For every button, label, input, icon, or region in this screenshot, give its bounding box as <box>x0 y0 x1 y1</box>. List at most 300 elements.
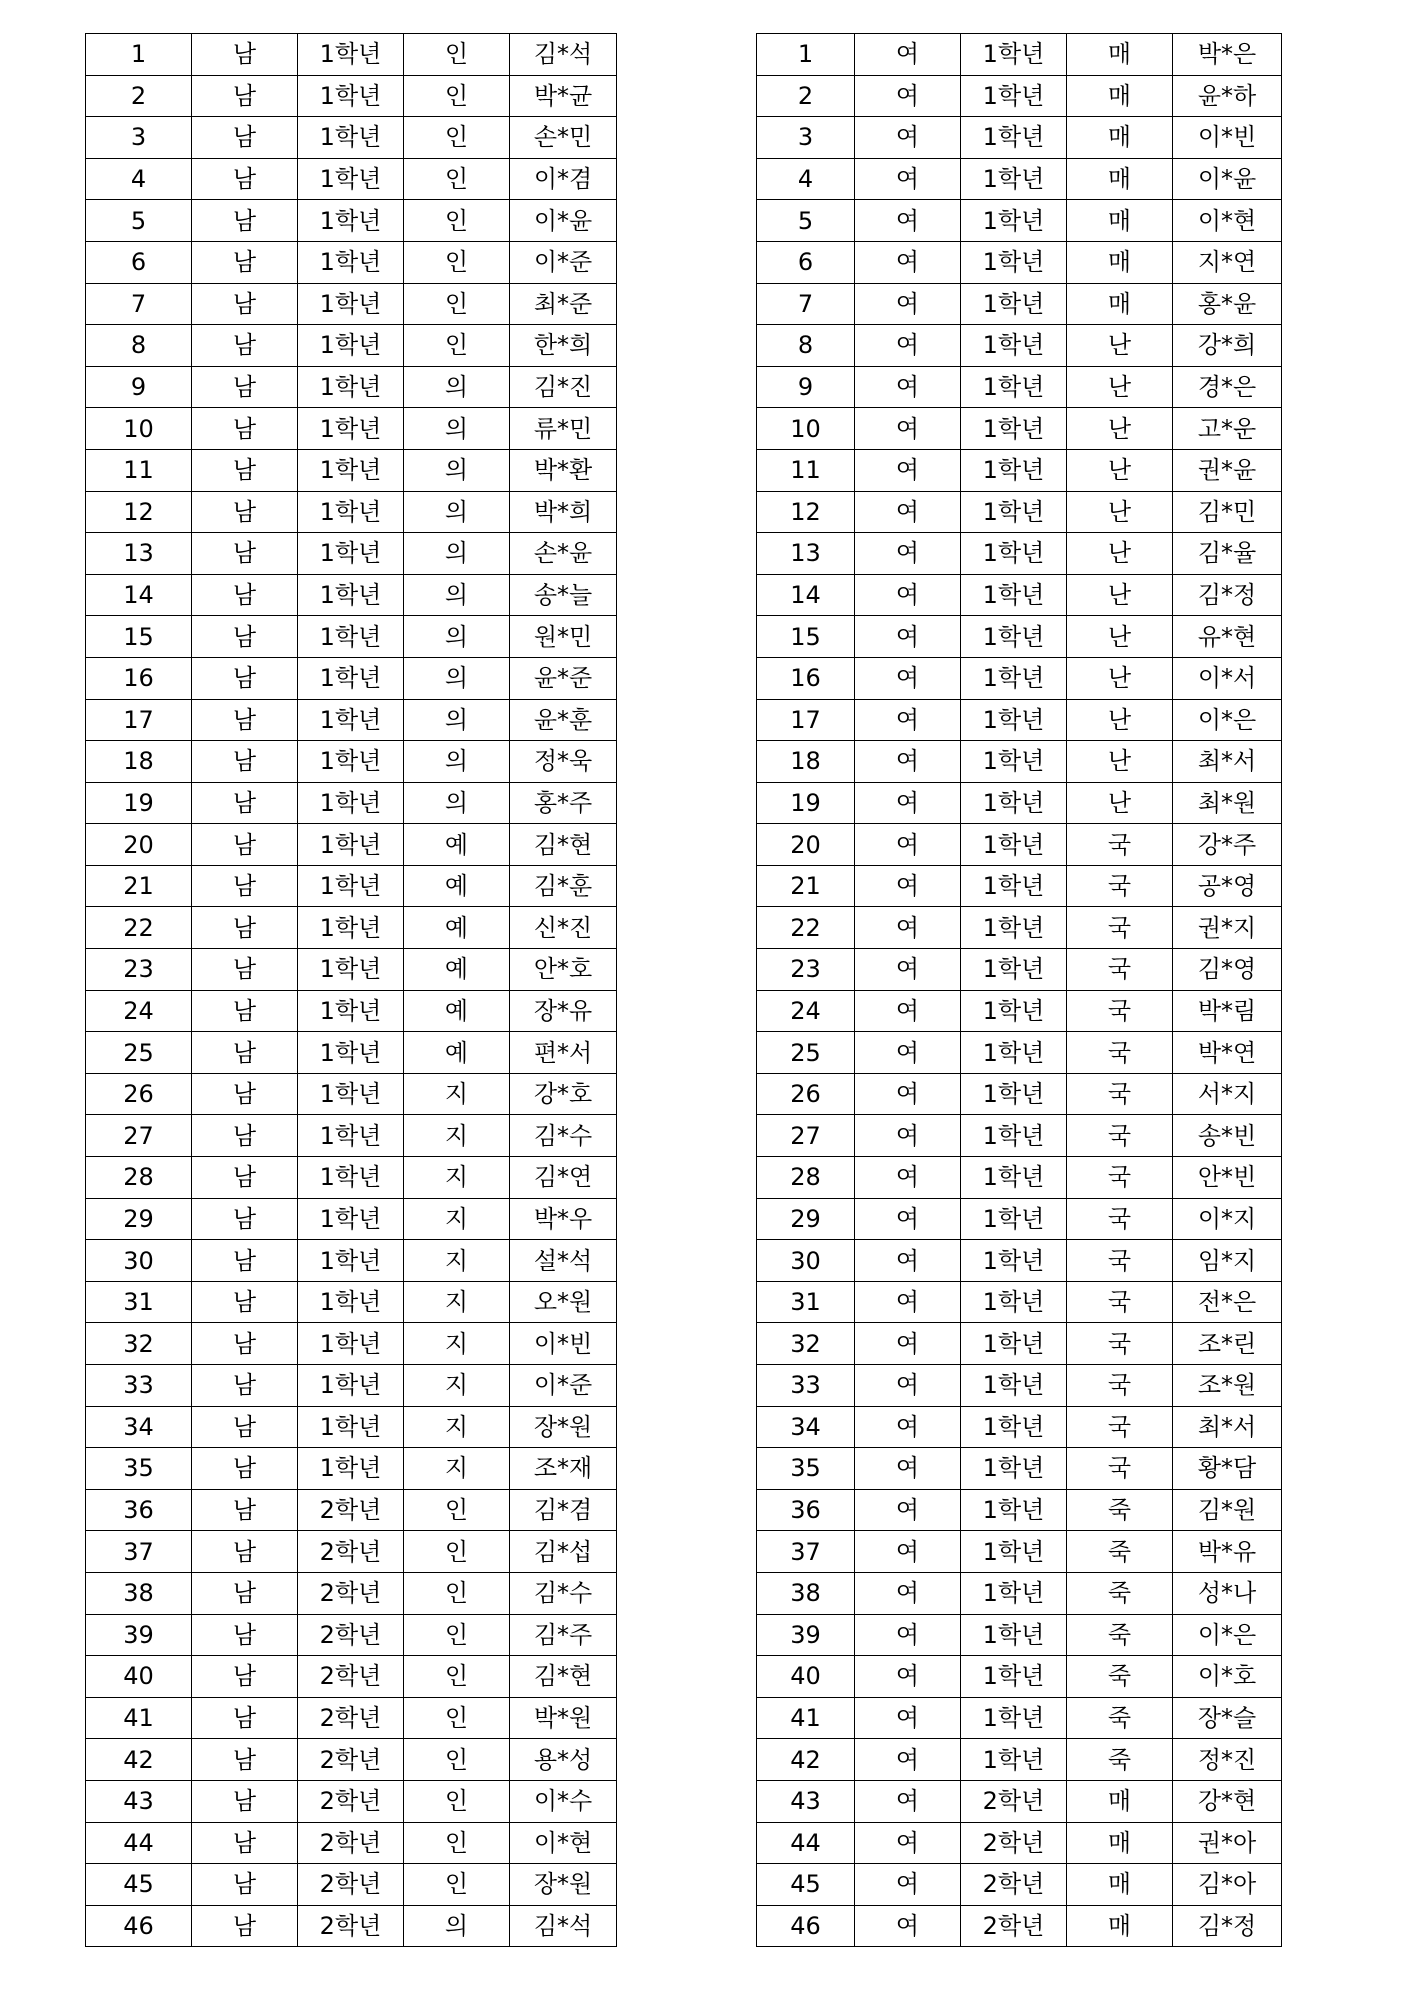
class-cell: 인 <box>404 283 510 325</box>
class-cell: 의 <box>404 491 510 533</box>
grade-cell: 1학년 <box>298 574 404 616</box>
grade-cell: 2학년 <box>298 1697 404 1739</box>
row-number-cell: 43 <box>86 1780 192 1822</box>
table-row <box>86 1032 617 1074</box>
gender-cell: 남 <box>192 1905 298 1947</box>
table-row <box>86 1157 617 1199</box>
grade-cell: 1학년 <box>298 1157 404 1199</box>
grade-cell: 1학년 <box>298 408 404 450</box>
grade-cell: 1학년 <box>298 283 404 325</box>
table-row <box>757 1572 1282 1614</box>
grade-cell: 1학년 <box>298 949 404 991</box>
grade-cell: 1학년 <box>298 699 404 741</box>
gender-cell: 남 <box>192 1323 298 1365</box>
row-number-cell: 32 <box>757 1323 855 1365</box>
name-cell: 김*진 <box>510 366 617 408</box>
row-number-cell: 20 <box>86 824 192 866</box>
class-cell: 국 <box>1067 1198 1173 1240</box>
grade-cell: 1학년 <box>961 949 1067 991</box>
gender-cell: 남 <box>192 1157 298 1199</box>
name-cell: 성*나 <box>1173 1572 1282 1614</box>
row-number-cell: 34 <box>86 1406 192 1448</box>
row-number-cell: 45 <box>86 1864 192 1906</box>
table-row <box>757 907 1282 949</box>
row-number-cell: 24 <box>86 990 192 1032</box>
name-cell: 박*환 <box>510 449 617 491</box>
table-row <box>86 1739 617 1781</box>
table-row <box>757 117 1282 159</box>
class-cell: 인 <box>404 34 510 76</box>
table-row <box>757 1281 1282 1323</box>
name-cell: 조*원 <box>1173 1365 1282 1407</box>
class-cell: 국 <box>1067 1115 1173 1157</box>
row-number-cell: 26 <box>86 1073 192 1115</box>
name-cell: 설*석 <box>510 1240 617 1282</box>
name-cell: 안*호 <box>510 949 617 991</box>
grade-cell: 1학년 <box>961 1157 1067 1199</box>
gender-cell: 남 <box>192 574 298 616</box>
gender-cell: 남 <box>192 1115 298 1157</box>
student-table-right <box>756 33 1282 1947</box>
name-cell: 김*현 <box>510 824 617 866</box>
class-cell: 난 <box>1067 574 1173 616</box>
row-number-cell: 22 <box>86 907 192 949</box>
row-number-cell: 39 <box>86 1614 192 1656</box>
class-cell: 국 <box>1067 1032 1173 1074</box>
table-row <box>86 907 617 949</box>
class-cell: 매 <box>1067 34 1173 76</box>
name-cell: 박*유 <box>1173 1531 1282 1573</box>
gender-cell: 남 <box>192 741 298 783</box>
table-row <box>757 366 1282 408</box>
row-number-cell: 2 <box>86 75 192 117</box>
grade-cell: 1학년 <box>298 782 404 824</box>
class-cell: 매 <box>1067 241 1173 283</box>
name-cell: 장*슬 <box>1173 1697 1282 1739</box>
class-cell: 의 <box>404 741 510 783</box>
name-cell: 김*석 <box>510 1905 617 1947</box>
gender-cell: 남 <box>192 533 298 575</box>
name-cell: 박*림 <box>1173 990 1282 1032</box>
name-cell: 김*석 <box>510 34 617 76</box>
name-cell: 이*서 <box>1173 657 1282 699</box>
table-row <box>86 1822 617 1864</box>
name-cell: 원*민 <box>510 616 617 658</box>
class-cell: 예 <box>404 824 510 866</box>
row-number-cell: 16 <box>757 657 855 699</box>
class-cell: 매 <box>1067 1905 1173 1947</box>
grade-cell: 1학년 <box>298 741 404 783</box>
gender-cell: 남 <box>192 1864 298 1906</box>
row-number-cell: 30 <box>757 1240 855 1282</box>
row-number-cell: 38 <box>757 1572 855 1614</box>
class-cell: 난 <box>1067 533 1173 575</box>
table-row <box>86 1531 617 1573</box>
name-cell: 김*수 <box>510 1115 617 1157</box>
class-cell: 인 <box>404 1572 510 1614</box>
grade-cell: 1학년 <box>298 1448 404 1490</box>
class-cell: 국 <box>1067 1157 1173 1199</box>
grade-cell: 1학년 <box>961 1281 1067 1323</box>
row-number-cell: 5 <box>86 200 192 242</box>
row-number-cell: 16 <box>86 657 192 699</box>
table-row <box>757 34 1282 76</box>
name-cell: 이*호 <box>1173 1656 1282 1698</box>
table-row <box>86 1905 617 1947</box>
grade-cell: 1학년 <box>961 1365 1067 1407</box>
class-cell: 난 <box>1067 366 1173 408</box>
name-cell: 김*정 <box>1173 1905 1282 1947</box>
row-number-cell: 38 <box>86 1572 192 1614</box>
row-number-cell: 35 <box>86 1448 192 1490</box>
grade-cell: 1학년 <box>961 1406 1067 1448</box>
gender-cell: 여 <box>855 824 961 866</box>
class-cell: 지 <box>404 1406 510 1448</box>
name-cell: 최*서 <box>1173 741 1282 783</box>
gender-cell: 여 <box>855 616 961 658</box>
row-number-cell: 25 <box>86 1032 192 1074</box>
table-row <box>86 1572 617 1614</box>
grade-cell: 1학년 <box>961 34 1067 76</box>
grade-cell: 1학년 <box>961 325 1067 367</box>
row-number-cell: 21 <box>757 865 855 907</box>
name-cell: 이*준 <box>510 241 617 283</box>
row-number-cell: 42 <box>86 1739 192 1781</box>
class-cell: 의 <box>404 782 510 824</box>
table-row <box>757 574 1282 616</box>
table-row <box>757 1073 1282 1115</box>
gender-cell: 여 <box>855 34 961 76</box>
table-row <box>757 1406 1282 1448</box>
gender-cell: 여 <box>855 533 961 575</box>
table-row <box>86 1780 617 1822</box>
class-cell: 죽 <box>1067 1531 1173 1573</box>
gender-cell: 여 <box>855 1864 961 1906</box>
gender-cell: 남 <box>192 1780 298 1822</box>
grade-cell: 1학년 <box>961 533 1067 575</box>
name-cell: 강*희 <box>1173 325 1282 367</box>
row-number-cell: 19 <box>86 782 192 824</box>
grade-cell: 2학년 <box>298 1489 404 1531</box>
name-cell: 이*수 <box>510 1780 617 1822</box>
gender-cell: 남 <box>192 158 298 200</box>
name-cell: 김*겸 <box>510 1489 617 1531</box>
table-row <box>86 1489 617 1531</box>
name-cell: 홍*주 <box>510 782 617 824</box>
gender-cell: 남 <box>192 1406 298 1448</box>
class-cell: 매 <box>1067 75 1173 117</box>
grade-cell: 2학년 <box>298 1739 404 1781</box>
grade-cell: 1학년 <box>298 75 404 117</box>
class-cell: 예 <box>404 1032 510 1074</box>
row-number-cell: 44 <box>86 1822 192 1864</box>
class-cell: 국 <box>1067 1281 1173 1323</box>
table-row <box>86 533 617 575</box>
class-cell: 난 <box>1067 491 1173 533</box>
gender-cell: 여 <box>855 699 961 741</box>
row-number-cell: 8 <box>86 325 192 367</box>
grade-cell: 1학년 <box>298 1198 404 1240</box>
name-cell: 이*현 <box>510 1822 617 1864</box>
grade-cell: 1학년 <box>298 200 404 242</box>
gender-cell: 여 <box>855 491 961 533</box>
class-cell: 의 <box>404 1905 510 1947</box>
grade-cell: 1학년 <box>961 782 1067 824</box>
class-cell: 난 <box>1067 616 1173 658</box>
table-row <box>86 1198 617 1240</box>
table-row <box>757 1323 1282 1365</box>
row-number-cell: 42 <box>757 1739 855 1781</box>
table-row <box>86 1281 617 1323</box>
gender-cell: 여 <box>855 1614 961 1656</box>
row-number-cell: 13 <box>86 533 192 575</box>
row-number-cell: 13 <box>757 533 855 575</box>
name-cell: 강*호 <box>510 1073 617 1115</box>
row-number-cell: 18 <box>757 741 855 783</box>
row-number-cell: 37 <box>86 1531 192 1573</box>
gender-cell: 여 <box>855 741 961 783</box>
name-cell: 이*윤 <box>510 200 617 242</box>
class-cell: 인 <box>404 117 510 159</box>
grade-cell: 1학년 <box>298 1032 404 1074</box>
gender-cell: 남 <box>192 1032 298 1074</box>
table-row <box>86 241 617 283</box>
table-row <box>757 1780 1282 1822</box>
table-row <box>757 1531 1282 1573</box>
class-cell: 매 <box>1067 283 1173 325</box>
table-row <box>86 449 617 491</box>
name-cell: 박*은 <box>1173 34 1282 76</box>
class-cell: 죽 <box>1067 1656 1173 1698</box>
table-row <box>86 824 617 866</box>
class-cell: 의 <box>404 657 510 699</box>
class-cell: 국 <box>1067 1406 1173 1448</box>
name-cell: 권*윤 <box>1173 449 1282 491</box>
gender-cell: 여 <box>855 283 961 325</box>
row-number-cell: 37 <box>757 1531 855 1573</box>
name-cell: 박*우 <box>510 1198 617 1240</box>
table-row <box>86 1115 617 1157</box>
class-cell: 난 <box>1067 325 1173 367</box>
table-row <box>757 283 1282 325</box>
name-cell: 박*연 <box>1173 1032 1282 1074</box>
name-cell: 지*연 <box>1173 241 1282 283</box>
gender-cell: 남 <box>192 907 298 949</box>
gender-cell: 여 <box>855 1489 961 1531</box>
gender-cell: 남 <box>192 34 298 76</box>
row-number-cell: 33 <box>757 1365 855 1407</box>
table-row <box>86 741 617 783</box>
class-cell: 난 <box>1067 408 1173 450</box>
row-number-cell: 4 <box>757 158 855 200</box>
gender-cell: 남 <box>192 325 298 367</box>
name-cell: 류*민 <box>510 408 617 450</box>
gender-cell: 남 <box>192 865 298 907</box>
table-row <box>757 699 1282 741</box>
name-cell: 이*은 <box>1173 699 1282 741</box>
row-number-cell: 3 <box>86 117 192 159</box>
class-cell: 난 <box>1067 699 1173 741</box>
name-cell: 전*은 <box>1173 1281 1282 1323</box>
row-number-cell: 39 <box>757 1614 855 1656</box>
row-number-cell: 14 <box>86 574 192 616</box>
name-cell: 김*원 <box>1173 1489 1282 1531</box>
gender-cell: 남 <box>192 1531 298 1573</box>
grade-cell: 1학년 <box>961 1240 1067 1282</box>
row-number-cell: 40 <box>757 1656 855 1698</box>
row-number-cell: 4 <box>86 158 192 200</box>
name-cell: 장*원 <box>510 1864 617 1906</box>
class-cell: 국 <box>1067 1365 1173 1407</box>
table-row <box>86 1448 617 1490</box>
name-cell: 강*주 <box>1173 824 1282 866</box>
grade-cell: 1학년 <box>961 990 1067 1032</box>
class-cell: 인 <box>404 158 510 200</box>
grade-cell: 1학년 <box>961 449 1067 491</box>
grade-cell: 1학년 <box>961 491 1067 533</box>
class-cell: 의 <box>404 574 510 616</box>
grade-cell: 1학년 <box>961 1323 1067 1365</box>
grade-cell: 2학년 <box>961 1822 1067 1864</box>
gender-cell: 남 <box>192 1365 298 1407</box>
gender-cell: 남 <box>192 1614 298 1656</box>
row-number-cell: 1 <box>86 34 192 76</box>
gender-cell: 여 <box>855 1448 961 1490</box>
row-number-cell: 23 <box>86 949 192 991</box>
class-cell: 의 <box>404 449 510 491</box>
row-number-cell: 40 <box>86 1656 192 1698</box>
gender-cell: 여 <box>855 949 961 991</box>
gender-cell: 여 <box>855 408 961 450</box>
class-cell: 난 <box>1067 741 1173 783</box>
class-cell: 난 <box>1067 782 1173 824</box>
table-row <box>757 1240 1282 1282</box>
table-row <box>757 616 1282 658</box>
row-number-cell: 46 <box>86 1905 192 1947</box>
name-cell: 이*빈 <box>1173 117 1282 159</box>
gender-cell: 여 <box>855 75 961 117</box>
name-cell: 서*지 <box>1173 1073 1282 1115</box>
name-cell: 이*준 <box>510 1365 617 1407</box>
grade-cell: 1학년 <box>298 491 404 533</box>
name-cell: 조*린 <box>1173 1323 1282 1365</box>
class-cell: 인 <box>404 1531 510 1573</box>
table-row <box>86 1697 617 1739</box>
gender-cell: 남 <box>192 366 298 408</box>
row-number-cell: 30 <box>86 1240 192 1282</box>
table-row <box>86 283 617 325</box>
gender-cell: 여 <box>855 366 961 408</box>
class-cell: 인 <box>404 1656 510 1698</box>
table-row <box>86 1365 617 1407</box>
table-row <box>757 1032 1282 1074</box>
name-cell: 송*늘 <box>510 574 617 616</box>
grade-cell: 1학년 <box>298 241 404 283</box>
gender-cell: 여 <box>855 1198 961 1240</box>
class-cell: 인 <box>404 1697 510 1739</box>
gender-cell: 여 <box>855 325 961 367</box>
class-cell: 예 <box>404 865 510 907</box>
gender-cell: 남 <box>192 990 298 1032</box>
table-row <box>86 1656 617 1698</box>
row-number-cell: 1 <box>757 34 855 76</box>
name-cell: 박*균 <box>510 75 617 117</box>
grade-cell: 1학년 <box>298 533 404 575</box>
name-cell: 김*아 <box>1173 1864 1282 1906</box>
grade-cell: 1학년 <box>298 34 404 76</box>
grade-cell: 1학년 <box>961 1198 1067 1240</box>
name-cell: 정*진 <box>1173 1739 1282 1781</box>
row-number-cell: 33 <box>86 1365 192 1407</box>
class-cell: 인 <box>404 325 510 367</box>
class-cell: 매 <box>1067 1864 1173 1906</box>
class-cell: 국 <box>1067 1323 1173 1365</box>
grade-cell: 1학년 <box>961 574 1067 616</box>
class-cell: 죽 <box>1067 1614 1173 1656</box>
name-cell: 이*지 <box>1173 1198 1282 1240</box>
gender-cell: 여 <box>855 782 961 824</box>
class-cell: 국 <box>1067 1448 1173 1490</box>
gender-cell: 여 <box>855 1073 961 1115</box>
row-number-cell: 23 <box>757 949 855 991</box>
table-row <box>86 325 617 367</box>
name-cell: 손*민 <box>510 117 617 159</box>
class-cell: 인 <box>404 1822 510 1864</box>
class-cell: 죽 <box>1067 1572 1173 1614</box>
gender-cell: 남 <box>192 616 298 658</box>
row-number-cell: 12 <box>86 491 192 533</box>
grade-cell: 1학년 <box>961 907 1067 949</box>
name-cell: 이*은 <box>1173 1614 1282 1656</box>
gender-cell: 남 <box>192 283 298 325</box>
grade-cell: 1학년 <box>961 283 1067 325</box>
row-number-cell: 25 <box>757 1032 855 1074</box>
table-row <box>757 200 1282 242</box>
table-row <box>86 491 617 533</box>
gender-cell: 여 <box>855 241 961 283</box>
grade-cell: 1학년 <box>298 1323 404 1365</box>
class-cell: 지 <box>404 1073 510 1115</box>
grade-cell: 1학년 <box>298 449 404 491</box>
grade-cell: 1학년 <box>961 616 1067 658</box>
class-cell: 국 <box>1067 1073 1173 1115</box>
class-cell: 인 <box>404 1864 510 1906</box>
name-cell: 강*현 <box>1173 1780 1282 1822</box>
grade-cell: 2학년 <box>298 1531 404 1573</box>
row-number-cell: 17 <box>86 699 192 741</box>
name-cell: 용*성 <box>510 1739 617 1781</box>
row-number-cell: 46 <box>757 1905 855 1947</box>
name-cell: 이*현 <box>1173 200 1282 242</box>
name-cell: 박*희 <box>510 491 617 533</box>
table-row <box>757 1905 1282 1947</box>
grade-cell: 1학년 <box>298 824 404 866</box>
row-number-cell: 22 <box>757 907 855 949</box>
row-number-cell: 28 <box>86 1157 192 1199</box>
table-row <box>86 699 617 741</box>
grade-cell: 1학년 <box>961 1739 1067 1781</box>
table-row <box>757 325 1282 367</box>
grade-cell: 1학년 <box>961 1448 1067 1490</box>
name-cell: 권*아 <box>1173 1822 1282 1864</box>
row-number-cell: 44 <box>757 1822 855 1864</box>
class-cell: 매 <box>1067 117 1173 159</box>
row-number-cell: 36 <box>86 1489 192 1531</box>
table-row <box>86 1864 617 1906</box>
gender-cell: 여 <box>855 657 961 699</box>
table-row <box>757 158 1282 200</box>
table-row <box>757 75 1282 117</box>
